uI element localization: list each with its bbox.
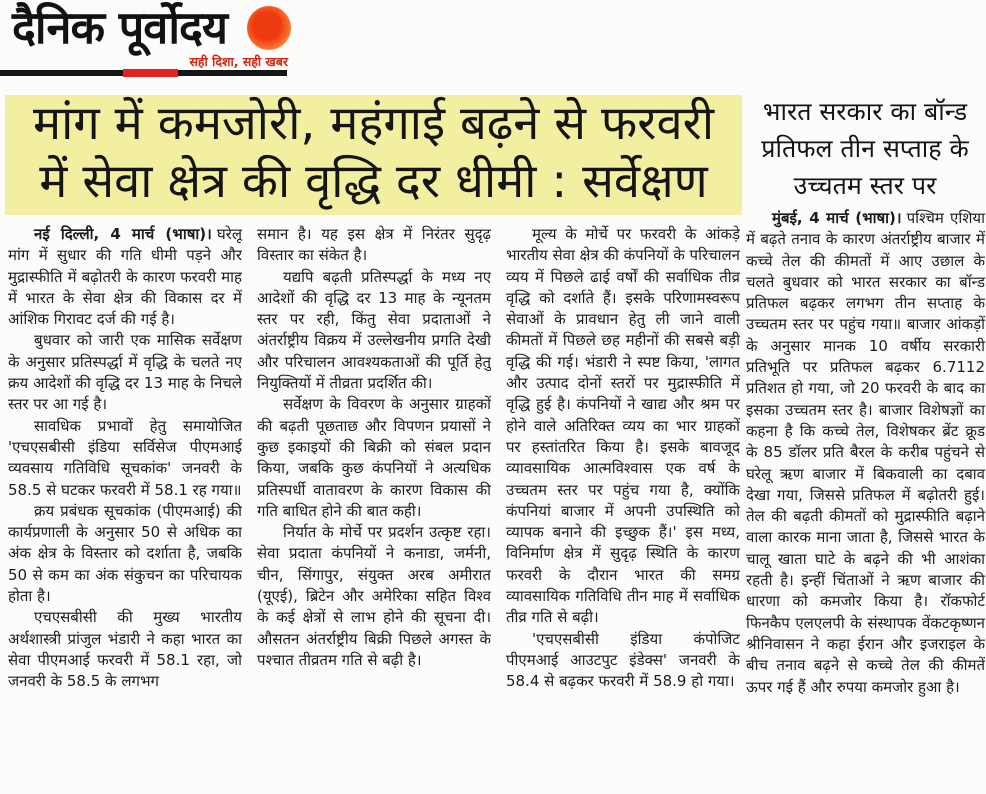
side-article-headline bbox=[746, 93, 984, 205]
masthead bbox=[0, 0, 300, 90]
masthead-badge bbox=[123, 69, 178, 77]
paragraph: यद्यपि बढ़ती प्रतिस्पर्द्धा के मध्य नए आदेशों की वृद्धि दर 13 माह के न्यूनतम स्तर पर रही, किंतु सेवा प्रदाताओं ने अंतर्राष्ट्रीय विक्रय में उल्लेखनीय प्रगति देखी और परिचालन आवश्यकताओं की पूर्ति हेतु नियुक्तियों में तीव्रता प्रदर्शित की। bbox=[257, 267, 491, 393]
main-headline-line-1: मांग में कमजोरी, महंगाई बढ़ने से फरवरी bbox=[33, 96, 714, 151]
paragraph: एचएसबीसी की मुख्य भारतीय अर्थशास्त्री प्रांजुल भंडारी ने कहा भारत का सेवा पीएमआई फरवरी में 58.1 रहा, जो जनवरी के 58.5 के लगभग bbox=[8, 608, 242, 691]
paragraph: सावधिक प्रभावों हेतु समायोजित 'एचएसबीसी इंडिया सर्विसेज पीएमआई व्यवसाय गतिविधि सूचकांक' जनवरी के 58.5 से घटकर फरवरी में 58.1 रह गया॥ bbox=[8, 416, 242, 499]
paragraph: समान है। यह इस क्षेत्र में निरंतर सुदृढ़ विस्तार का संकेत है। bbox=[257, 225, 491, 265]
main-article-body bbox=[8, 224, 740, 794]
paragraph: क्रय प्रबंधक सूचकांक (पीएमआई) की कार्यप्रणाली के अनुसार 50 से अधिक का अंक क्षेत्र के विस्तार को दर्शाता है, जबकि 50 से कम का अंक संकुचन का परिचायक होता है। bbox=[8, 501, 242, 606]
paragraph: मूल्य के मोर्चे पर फरवरी के आंकड़े भारतीय सेवा क्षेत्र की कंपनियों के परिचालन व्यय में पिछले ढाई वर्षों की सर्वाधिक तीव्र वृद्धि को दर्शाते हैं। इसके परिणामस्वरूप सेवाओं के प्रावधान हेतु ली जाने वाली कीमतों में पिछले छह महीनों की सबसे बड़ी वृद्धि की गई। भंडारी ने स्पष्ट किया, 'लागत और उत्पाद दोनों स्तरों पर मुद्रास्फीति में वृद्धि हुई है। कंपनियों ने खाद्य और श्रम पर होने वाले अतिरिक्त व्यय का भार ग्राहकों पर हस्तांतरित किया है। इसके बावजूद व्यावसायिक आत्मविश्वास एक वर्ष के उच्चतम स्तर पर पहुंच गया है, क्योंकि कंपनियां बाजार में अपनी उपस्थिति को व्यापक बनाने की इच्छुक हैं।' इस मध्य, विनिर्माण क्षेत्र में सुदृढ़ स्थिति के कारण फरवरी के दौरान भारत की समग्र व्यावसायिक गतिविधि तीन माह में सर्वाधिक तीव्र गति से बढ़ी। bbox=[506, 225, 740, 627]
article-column-2 bbox=[257, 224, 491, 794]
article-column-1 bbox=[8, 224, 242, 794]
newspaper-logo: दैनिक पूर्वोदय bbox=[12, 1, 227, 54]
paragraph bbox=[746, 208, 985, 698]
side-article-body bbox=[746, 208, 985, 792]
paragraph-text: घरेलू मांग में सुधार की गति धीमी पड़ने और मुद्रास्फीति में बढ़ोतरी के कारण फरवरी माह में भारत के सेवा क्षेत्र की विकास दर में आंशिक गिरावट दर्ज की गई है। bbox=[8, 225, 242, 329]
masthead-rule bbox=[0, 70, 287, 76]
side-headline-line-1: भारत सरकार का बॉन्ड bbox=[762, 97, 968, 126]
main-headline bbox=[5, 95, 742, 215]
dateline: नई दिल्ली, 4 मार्च (भाषा)। bbox=[34, 225, 212, 243]
article-column-3 bbox=[506, 224, 740, 794]
paragraph: 'एचएसबीसी इंडिया कंपोजिट पीएमआई आउटपुट इंडेक्स' जनवरी के 58.4 से बढ़कर फरवरी में 58.9 हो गया। bbox=[506, 629, 740, 691]
side-headline-line-3: उच्चतम स्तर पर bbox=[793, 171, 937, 200]
masthead-tagline: सही दिशा, सही खबर bbox=[189, 54, 288, 69]
main-headline-line-2: में सेवा क्षेत्र की वृद्धि दर धीमी : सर्वेक्षण bbox=[39, 154, 708, 209]
paragraph: निर्यात के मोर्चे पर प्रदर्शन उत्कृष्ट रहा। सेवा प्रदाता कंपनियों ने कनाडा, जर्मनी, चीन, सिंगापुर, संयुक्त अरब अमीरात (यूएई), ब्रिटेन और अमेरिका सहित विश्व के कई क्षेत्रों से लाभ होने की सूचना दी। औसतन अंतर्राष्ट्रीय बिक्री पिछले अगस्त के पश्चात तीव्रतम गति से बढ़ी है। bbox=[257, 523, 491, 669]
dateline: मुंबई, 4 मार्च (भाषा)। bbox=[772, 209, 902, 227]
paragraph bbox=[8, 224, 242, 330]
paragraph: बुधवार को जारी एक मासिक सर्वेक्षण के अनुसार प्रतिस्पर्द्धा में वृद्धि के चलते नए क्रय आदेशों की वृद्धि दर 13 माह के निचले स्तर पर आ गई है। bbox=[8, 331, 242, 414]
side-headline-line-2: प्रतिफल तीन सप्ताह के bbox=[761, 134, 969, 163]
paragraph-text: पश्चिम एशिया में बढ़ते तनाव के कारण अंतर्राष्ट्रीय बाजार में कच्चे तेल की कीमतों में आए उछाल के चलते बुधवार को भारत सरकार का बॉन्ड प्रतिफल बढ़कर लगभग तीन सप्ताह के उच्चतम स्तर पर पहुंच गया॥ बाजार आंकड़ों के अनुसार मानक 10 वर्षीय सरकारी प्रतिभूति पर प्रतिफल बढ़कर 6.7112 प्रतिशत हो गया, जो 20 फरवरी के बाद का इसका उच्चतम स्तर है। बाजार विशेषज्ञों का कहना है कि कच्चे तेल, विशेषकर ब्रेंट क्रूड के 85 डॉलर प्रति बैरल के करीब पहुंचने से घरेलू ऋण बाजार में बिकवाली का दबाव देखा गया, जिससे प्रतिफल में बढ़ोतरी हुई। तेल की बढ़ती कीमतों को मुद्रास्फीति बढ़ाने वाला कारक माना जाता है, जिससे भारत के चालू खाता घाटे के बढ़ने की भी आशंका रहती है। इन्हीं चिंताओं ने ऋण बाजार की धारणा को कमजोर किया है। रॉकफोर्ट फिनकैप एलएलपी के संस्थापक वेंकटकृष्णन श्रीनिवासन ने कहा ईरान और इजराइल के बीच तनाव बढ़ने से कच्चे तेल की कीमतें ऊपर गई हैं और रुपया कमजोर हुआ है। bbox=[746, 209, 985, 696]
paragraph: सर्वेक्षण के विवरण के अनुसार ग्राहकों की बढ़ती पूछताछ और विपणन प्रयासों ने कुछ इकाइयों की बिक्री को संबल प्रदान किया, जबकि कुछ कंपनियों ने अत्यधिक प्रतिस्पर्धी वातावरण के कारण विकास की गति बाधित होने की बात कही। bbox=[257, 395, 491, 520]
